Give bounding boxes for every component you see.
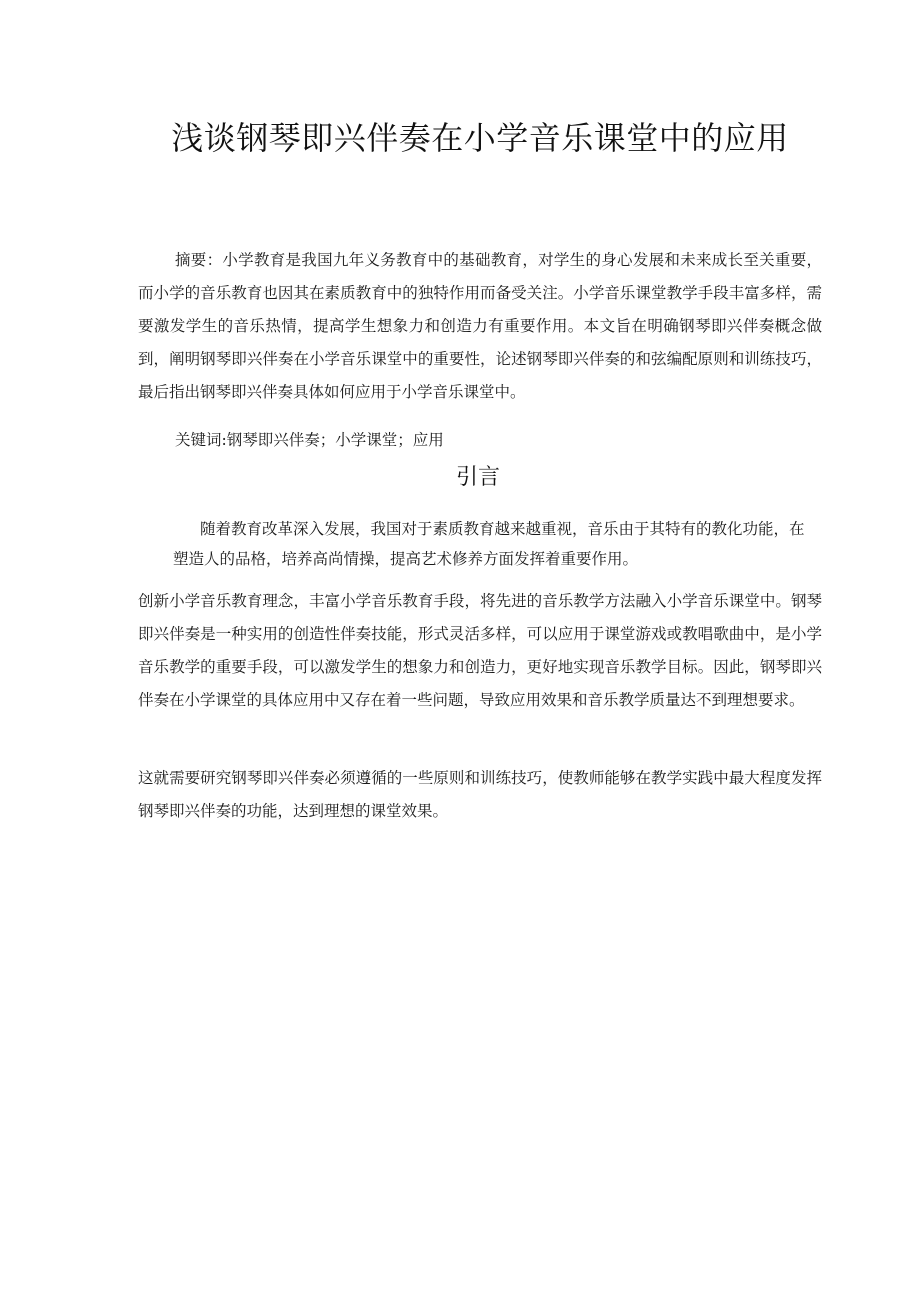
intro-paragraph-1: 随着教育改革深入发展，我国对于素质教育越来越重视，音乐由于其特有的教化功能，在塑造人的品格，培养高尚情操，提高艺术修养方面发挥着重要作用。 — [173, 520, 805, 568]
intro-paragraph-2: 创新小学音乐教育理念，丰富小学音乐教育手段，将先进的音乐教学方法融入小学音乐课堂中。钢琴即兴伴奏是一种实用的创造性伴奏技能，形式灵活多样，可以应用于课堂游戏或教唱歌曲中，是小学音乐教学的重要手段，可以激发学生的想象力和创造力，更好地实现音乐教学目标。因此，钢琴即兴伴奏在小学课堂的具体应用中又存在着一些问题，导致应用效果和音乐教学质量达不到理想要求。 — [138, 592, 822, 709]
section-heading-introduction: 引言 — [455, 465, 500, 490]
keywords-line: 关键词:钢琴即兴伴奏；小学课堂；应用 — [175, 431, 444, 449]
document-title: 浅谈钢琴即兴伴奏在小学音乐课堂中的应用 — [171, 119, 789, 157]
abstract-paragraph: 摘要：小学教育是我国九年义务教育中的基础教育，对学生的身心发展和未来成长至关重要，而小学的音乐教育也因其在素质教育中的独特作用而备受关注。小学音乐课堂教学手段丰富多样，需要激发学生的音乐热情，提高学生想象力和创造力有重要作用。本文旨在明确钢琴即兴伴奏概念做到，阐明钢琴即兴伴奏在小学音乐课堂中的重要性，论述钢琴即兴伴奏的和弦编配原则和训练技巧，最后指出钢琴即兴伴奏具体如何应用于小学音乐课堂中。 — [138, 251, 822, 401]
intro-paragraph-3: 这就需要研究钢琴即兴伴奏必须遵循的一些原则和训练技巧，使教师能够在教学实践中最大程度发挥钢琴即兴伴奏的功能，达到理想的课堂效果。 — [138, 769, 822, 820]
